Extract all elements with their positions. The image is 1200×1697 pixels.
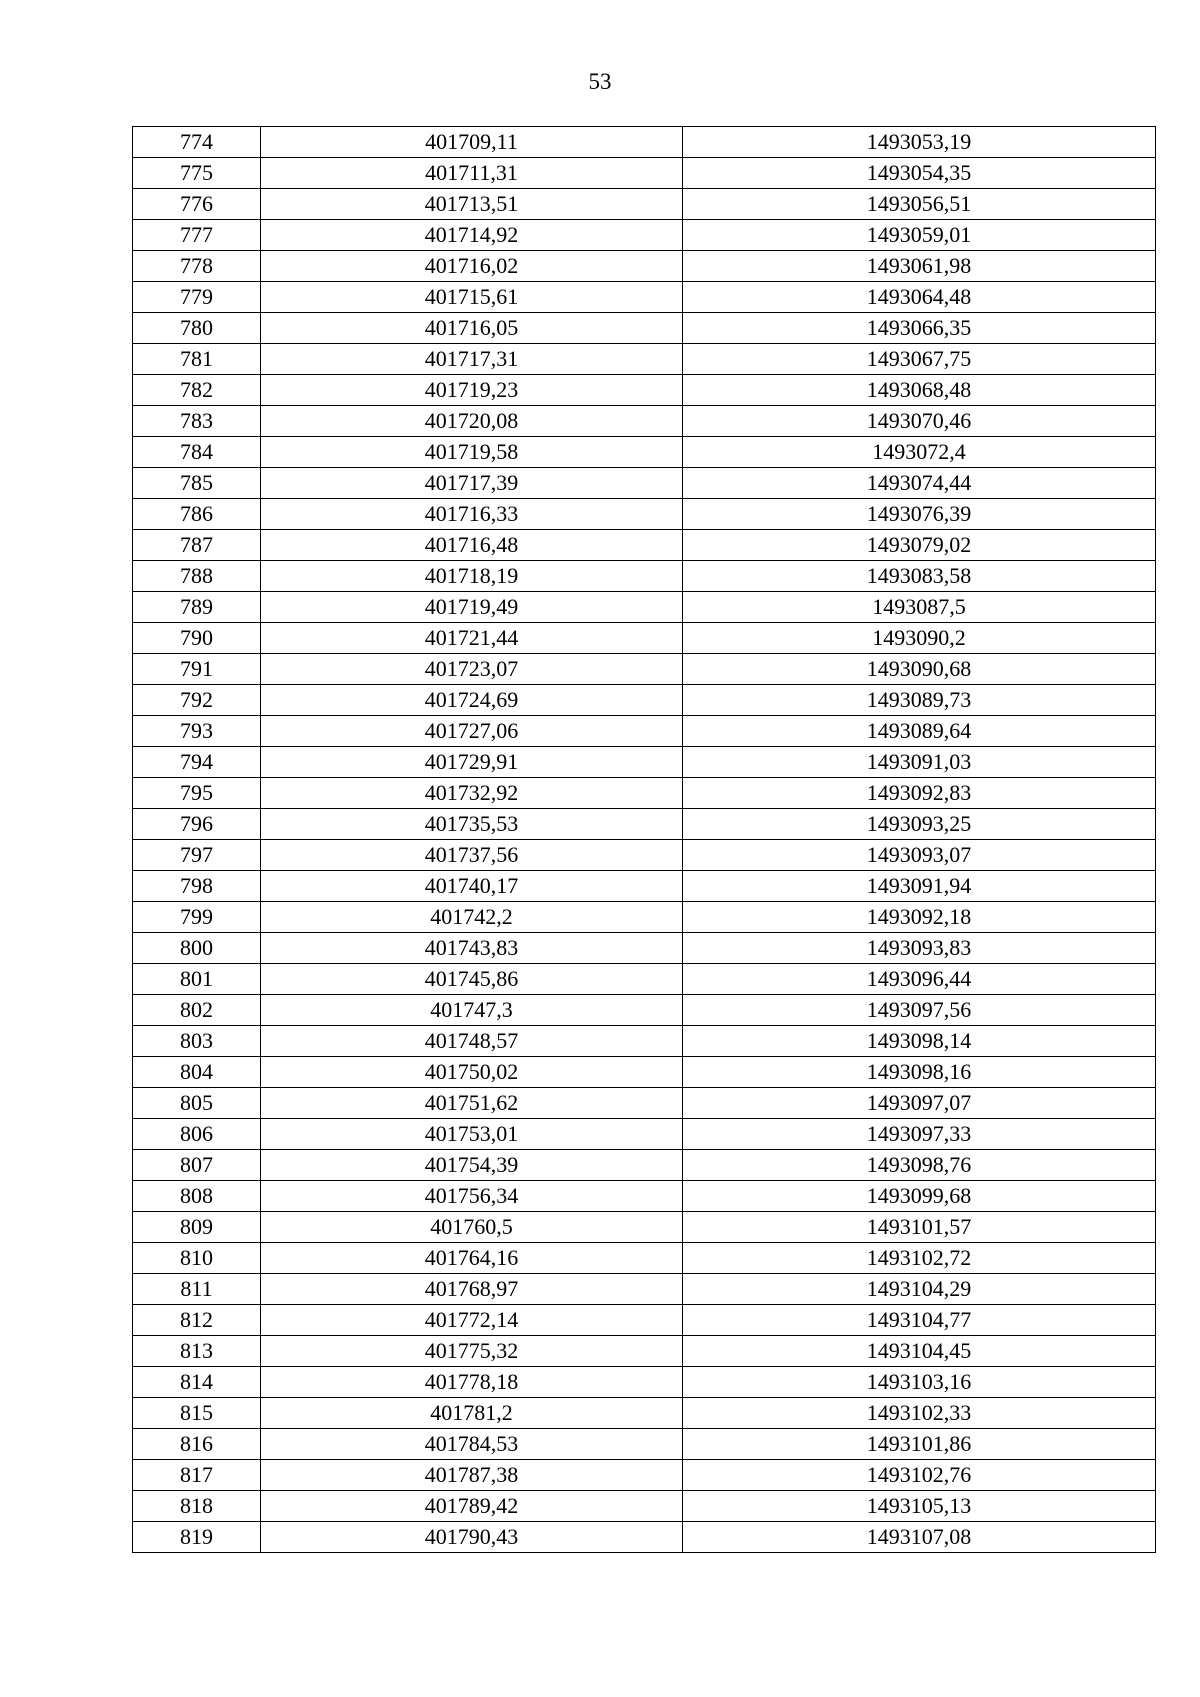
x-coordinate-cell: 401714,92 xyxy=(261,220,683,251)
x-coordinate-cell: 401719,58 xyxy=(261,437,683,468)
table-row xyxy=(133,933,1156,964)
x-coordinate-cell: 401756,34 xyxy=(261,1181,683,1212)
y-coordinate-cell: 1493096,44 xyxy=(683,964,1156,995)
y-coordinate-cell: 1493066,35 xyxy=(683,313,1156,344)
y-coordinate-cell: 1493101,57 xyxy=(683,1212,1156,1243)
table-row xyxy=(133,127,1156,158)
y-coordinate-cell: 1493067,75 xyxy=(683,344,1156,375)
x-coordinate-cell: 401743,83 xyxy=(261,933,683,964)
x-coordinate-cell: 401750,02 xyxy=(261,1057,683,1088)
y-coordinate-cell: 1493097,33 xyxy=(683,1119,1156,1150)
x-coordinate-cell: 401789,42 xyxy=(261,1491,683,1522)
x-coordinate-cell: 401713,51 xyxy=(261,189,683,220)
table-row xyxy=(133,561,1156,592)
table-row xyxy=(133,840,1156,871)
x-coordinate-cell: 401724,69 xyxy=(261,685,683,716)
point-number-cell: 817 xyxy=(133,1460,261,1491)
point-number-cell: 808 xyxy=(133,1181,261,1212)
y-coordinate-cell: 1493061,98 xyxy=(683,251,1156,282)
y-coordinate-cell: 1493091,94 xyxy=(683,871,1156,902)
table-row xyxy=(133,902,1156,933)
y-coordinate-cell: 1493059,01 xyxy=(683,220,1156,251)
point-number-cell: 790 xyxy=(133,623,261,654)
point-number-cell: 802 xyxy=(133,995,261,1026)
y-coordinate-cell: 1493103,16 xyxy=(683,1367,1156,1398)
y-coordinate-cell: 1493089,64 xyxy=(683,716,1156,747)
table-row xyxy=(133,1181,1156,1212)
table-row xyxy=(133,1212,1156,1243)
point-number-cell: 816 xyxy=(133,1429,261,1460)
table-row xyxy=(133,1088,1156,1119)
table-row xyxy=(133,468,1156,499)
table-row xyxy=(133,1150,1156,1181)
point-number-cell: 814 xyxy=(133,1367,261,1398)
x-coordinate-cell: 401716,33 xyxy=(261,499,683,530)
table-row xyxy=(133,716,1156,747)
table-row xyxy=(133,1460,1156,1491)
point-number-cell: 795 xyxy=(133,778,261,809)
x-coordinate-cell: 401775,32 xyxy=(261,1336,683,1367)
x-coordinate-cell: 401740,17 xyxy=(261,871,683,902)
point-number-cell: 807 xyxy=(133,1150,261,1181)
y-coordinate-cell: 1493072,4 xyxy=(683,437,1156,468)
y-coordinate-cell: 1493093,07 xyxy=(683,840,1156,871)
table-row xyxy=(133,1243,1156,1274)
y-coordinate-cell: 1493097,56 xyxy=(683,995,1156,1026)
table-row xyxy=(133,871,1156,902)
x-coordinate-cell: 401742,2 xyxy=(261,902,683,933)
table-row xyxy=(133,809,1156,840)
y-coordinate-cell: 1493097,07 xyxy=(683,1088,1156,1119)
x-coordinate-cell: 401772,14 xyxy=(261,1305,683,1336)
point-number-cell: 779 xyxy=(133,282,261,313)
x-coordinate-cell: 401723,07 xyxy=(261,654,683,685)
point-number-cell: 774 xyxy=(133,127,261,158)
point-number-cell: 813 xyxy=(133,1336,261,1367)
y-coordinate-cell: 1493070,46 xyxy=(683,406,1156,437)
x-coordinate-cell: 401727,06 xyxy=(261,716,683,747)
table-row xyxy=(133,220,1156,251)
point-number-cell: 777 xyxy=(133,220,261,251)
x-coordinate-cell: 401778,18 xyxy=(261,1367,683,1398)
table-row xyxy=(133,964,1156,995)
y-coordinate-cell: 1493102,76 xyxy=(683,1460,1156,1491)
table-row xyxy=(133,406,1156,437)
x-coordinate-cell: 401711,31 xyxy=(261,158,683,189)
x-coordinate-cell: 401715,61 xyxy=(261,282,683,313)
table-row xyxy=(133,778,1156,809)
table-row xyxy=(133,1305,1156,1336)
point-number-cell: 791 xyxy=(133,654,261,685)
x-coordinate-cell: 401716,48 xyxy=(261,530,683,561)
y-coordinate-cell: 1493093,25 xyxy=(683,809,1156,840)
y-coordinate-cell: 1493090,2 xyxy=(683,623,1156,654)
point-number-cell: 786 xyxy=(133,499,261,530)
point-number-cell: 789 xyxy=(133,592,261,623)
y-coordinate-cell: 1493102,72 xyxy=(683,1243,1156,1274)
y-coordinate-cell: 1493076,39 xyxy=(683,499,1156,530)
coordinates-table xyxy=(132,126,1156,1553)
point-number-cell: 780 xyxy=(133,313,261,344)
point-number-cell: 794 xyxy=(133,747,261,778)
point-number-cell: 781 xyxy=(133,344,261,375)
point-number-cell: 784 xyxy=(133,437,261,468)
table-row xyxy=(133,158,1156,189)
y-coordinate-cell: 1493107,08 xyxy=(683,1522,1156,1553)
table-row xyxy=(133,1026,1156,1057)
x-coordinate-cell: 401735,53 xyxy=(261,809,683,840)
x-coordinate-cell: 401768,97 xyxy=(261,1274,683,1305)
y-coordinate-cell: 1493093,83 xyxy=(683,933,1156,964)
y-coordinate-cell: 1493083,58 xyxy=(683,561,1156,592)
point-number-cell: 804 xyxy=(133,1057,261,1088)
x-coordinate-cell: 401719,49 xyxy=(261,592,683,623)
point-number-cell: 801 xyxy=(133,964,261,995)
point-number-cell: 805 xyxy=(133,1088,261,1119)
y-coordinate-cell: 1493091,03 xyxy=(683,747,1156,778)
y-coordinate-cell: 1493098,76 xyxy=(683,1150,1156,1181)
point-number-cell: 788 xyxy=(133,561,261,592)
point-number-cell: 798 xyxy=(133,871,261,902)
point-number-cell: 797 xyxy=(133,840,261,871)
table-row xyxy=(133,282,1156,313)
x-coordinate-cell: 401764,16 xyxy=(261,1243,683,1274)
table-row xyxy=(133,1336,1156,1367)
y-coordinate-cell: 1493092,83 xyxy=(683,778,1156,809)
y-coordinate-cell: 1493104,77 xyxy=(683,1305,1156,1336)
table-row xyxy=(133,251,1156,282)
point-number-cell: 787 xyxy=(133,530,261,561)
y-coordinate-cell: 1493064,48 xyxy=(683,282,1156,313)
x-coordinate-cell: 401720,08 xyxy=(261,406,683,437)
x-coordinate-cell: 401781,2 xyxy=(261,1398,683,1429)
point-number-cell: 811 xyxy=(133,1274,261,1305)
point-number-cell: 782 xyxy=(133,375,261,406)
table-row xyxy=(133,375,1156,406)
x-coordinate-cell: 401719,23 xyxy=(261,375,683,406)
table-row xyxy=(133,313,1156,344)
table-row xyxy=(133,1429,1156,1460)
x-coordinate-cell: 401721,44 xyxy=(261,623,683,654)
y-coordinate-cell: 1493056,51 xyxy=(683,189,1156,220)
point-number-cell: 815 xyxy=(133,1398,261,1429)
table-row xyxy=(133,189,1156,220)
x-coordinate-cell: 401737,56 xyxy=(261,840,683,871)
point-number-cell: 812 xyxy=(133,1305,261,1336)
point-number-cell: 793 xyxy=(133,716,261,747)
x-coordinate-cell: 401760,5 xyxy=(261,1212,683,1243)
x-coordinate-cell: 401716,05 xyxy=(261,313,683,344)
y-coordinate-cell: 1493092,18 xyxy=(683,902,1156,933)
y-coordinate-cell: 1493074,44 xyxy=(683,468,1156,499)
y-coordinate-cell: 1493054,35 xyxy=(683,158,1156,189)
point-number-cell: 806 xyxy=(133,1119,261,1150)
table-row xyxy=(133,344,1156,375)
point-number-cell: 810 xyxy=(133,1243,261,1274)
x-coordinate-cell: 401745,86 xyxy=(261,964,683,995)
x-coordinate-cell: 401751,62 xyxy=(261,1088,683,1119)
table-row xyxy=(133,1367,1156,1398)
y-coordinate-cell: 1493099,68 xyxy=(683,1181,1156,1212)
point-number-cell: 803 xyxy=(133,1026,261,1057)
point-number-cell: 799 xyxy=(133,902,261,933)
point-number-cell: 809 xyxy=(133,1212,261,1243)
y-coordinate-cell: 1493089,73 xyxy=(683,685,1156,716)
table-row xyxy=(133,654,1156,685)
table-row xyxy=(133,995,1156,1026)
point-number-cell: 785 xyxy=(133,468,261,499)
x-coordinate-cell: 401717,31 xyxy=(261,344,683,375)
x-coordinate-cell: 401717,39 xyxy=(261,468,683,499)
page-number: 53 xyxy=(588,69,612,94)
y-coordinate-cell: 1493053,19 xyxy=(683,127,1156,158)
y-coordinate-cell: 1493105,13 xyxy=(683,1491,1156,1522)
y-coordinate-cell: 1493104,45 xyxy=(683,1336,1156,1367)
y-coordinate-cell: 1493098,14 xyxy=(683,1026,1156,1057)
point-number-cell: 775 xyxy=(133,158,261,189)
x-coordinate-cell: 401748,57 xyxy=(261,1026,683,1057)
table-row xyxy=(133,592,1156,623)
point-number-cell: 792 xyxy=(133,685,261,716)
x-coordinate-cell: 401790,43 xyxy=(261,1522,683,1553)
table-row xyxy=(133,1522,1156,1553)
x-coordinate-cell: 401753,01 xyxy=(261,1119,683,1150)
table-row xyxy=(133,1057,1156,1088)
x-coordinate-cell: 401729,91 xyxy=(261,747,683,778)
x-coordinate-cell: 401716,02 xyxy=(261,251,683,282)
y-coordinate-cell: 1493090,68 xyxy=(683,654,1156,685)
x-coordinate-cell: 401754,39 xyxy=(261,1150,683,1181)
x-coordinate-cell: 401747,3 xyxy=(261,995,683,1026)
table-row xyxy=(133,1491,1156,1522)
y-coordinate-cell: 1493102,33 xyxy=(683,1398,1156,1429)
point-number-cell: 778 xyxy=(133,251,261,282)
table-row xyxy=(133,530,1156,561)
table-row xyxy=(133,747,1156,778)
y-coordinate-cell: 1493068,48 xyxy=(683,375,1156,406)
point-number-cell: 783 xyxy=(133,406,261,437)
x-coordinate-cell: 401718,19 xyxy=(261,561,683,592)
y-coordinate-cell: 1493079,02 xyxy=(683,530,1156,561)
table-row xyxy=(133,437,1156,468)
table-row xyxy=(133,1398,1156,1429)
y-coordinate-cell: 1493101,86 xyxy=(683,1429,1156,1460)
point-number-cell: 776 xyxy=(133,189,261,220)
x-coordinate-cell: 401787,38 xyxy=(261,1460,683,1491)
table-row xyxy=(133,685,1156,716)
point-number-cell: 819 xyxy=(133,1522,261,1553)
y-coordinate-cell: 1493087,5 xyxy=(683,592,1156,623)
x-coordinate-cell: 401732,92 xyxy=(261,778,683,809)
point-number-cell: 796 xyxy=(133,809,261,840)
table-row xyxy=(133,1119,1156,1150)
table-row xyxy=(133,499,1156,530)
table-row xyxy=(133,1274,1156,1305)
y-coordinate-cell: 1493104,29 xyxy=(683,1274,1156,1305)
coordinates-table-body xyxy=(133,127,1156,1553)
x-coordinate-cell: 401784,53 xyxy=(261,1429,683,1460)
point-number-cell: 818 xyxy=(133,1491,261,1522)
x-coordinate-cell: 401709,11 xyxy=(261,127,683,158)
table-row xyxy=(133,623,1156,654)
point-number-cell: 800 xyxy=(133,933,261,964)
y-coordinate-cell: 1493098,16 xyxy=(683,1057,1156,1088)
